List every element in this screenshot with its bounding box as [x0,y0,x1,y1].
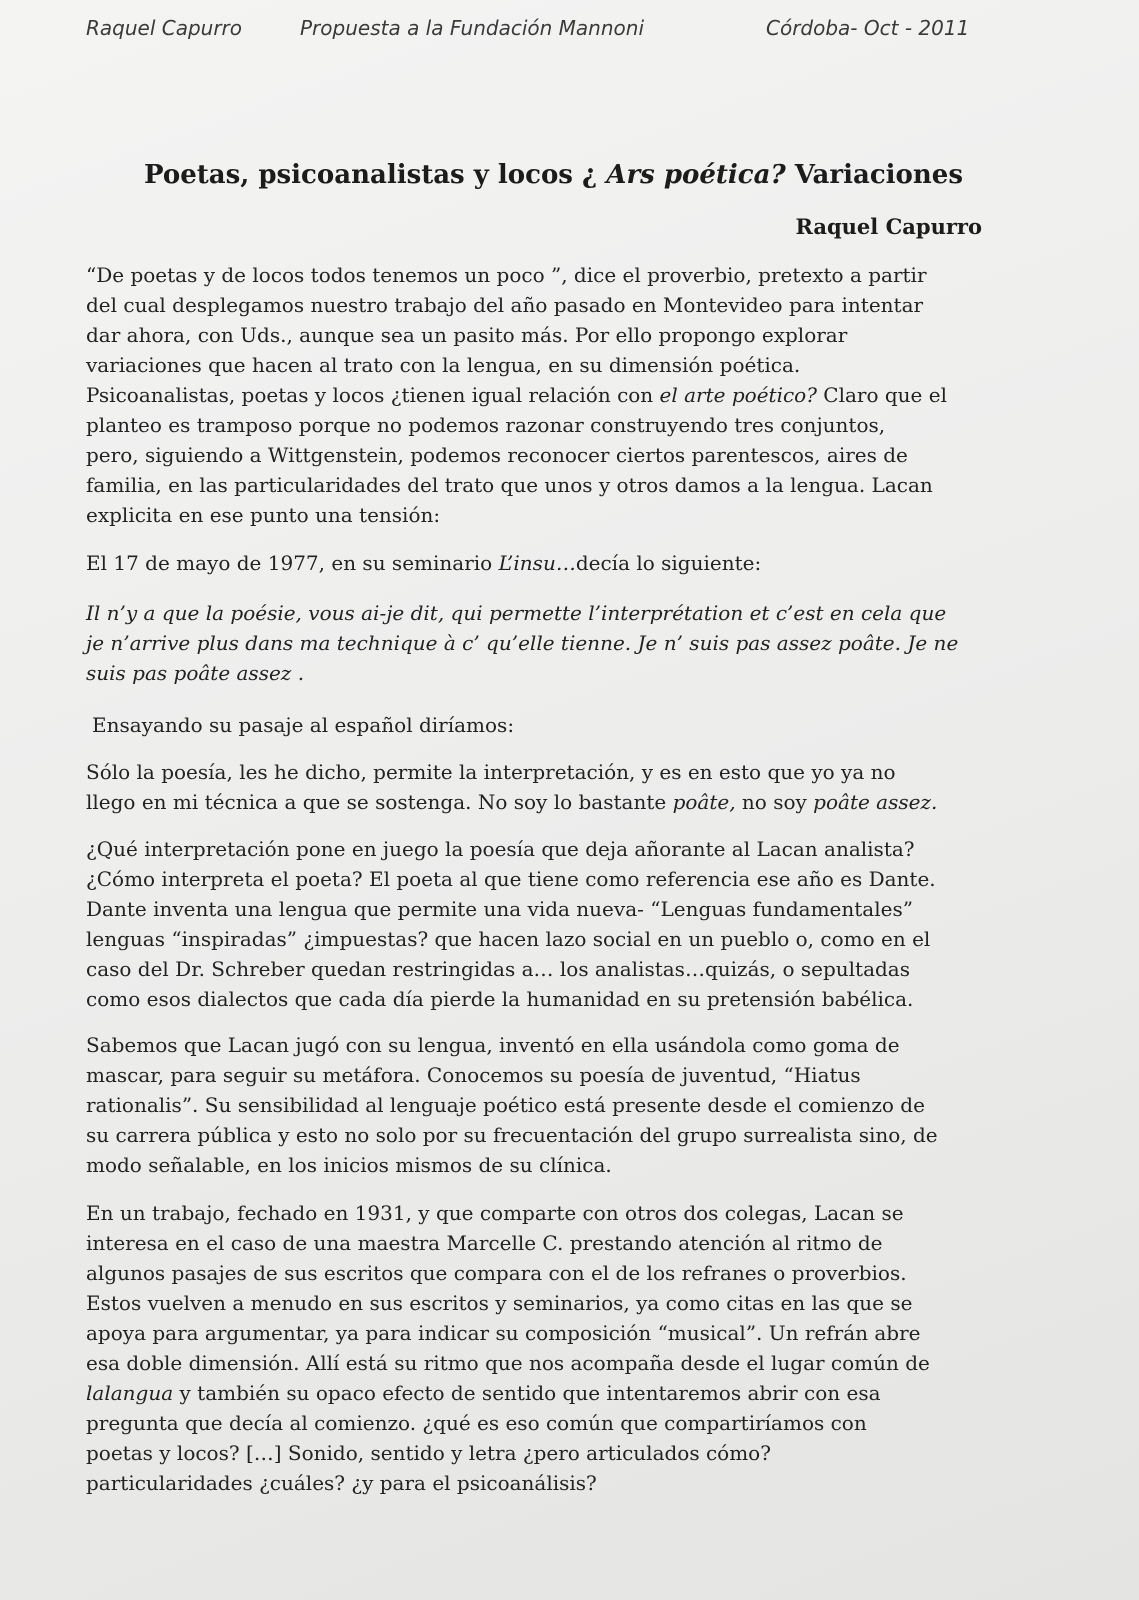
text-line: ¿Cómo interpreta el poeta? El poeta al que tiene como referencia ese año es Dante. [86,867,936,891]
text-span: llego en mi técnica a que se sostenga. No soy lo bastante [86,790,673,814]
text-line: dar ahora, con Uds., aunque sea un pasito más. Por ello propongo explorar [86,323,848,347]
text-span: Psicoanalistas, poetas y locos ¿tienen igual relación con [86,383,660,407]
text-line [86,548,1086,578]
title-part-2: Variaciones [785,160,963,190]
title-part-1: Poetas, psicoanalistas y locos ¿ [144,160,607,190]
text-line [86,1378,1086,1408]
text-line: Ensayando su pasaje al español diríamos: [92,713,515,737]
text-line: particularidades ¿cuáles? ¿y para el psicoanálisis? [86,1471,597,1495]
text-line: “De poetas y de locos todos tenemos un poco ”, dice el proverbio, pretexto a partir [86,263,927,287]
text-line: rationalis”. Su sensibilidad al lenguaje poético está presente desde el comienzo de [86,1093,925,1117]
text-line: del cual desplegamos nuestro trabajo del año pasado en Montevideo para intentar [86,293,924,317]
text-line: lenguas “inspiradas” ¿impuestas? que hacen lazo social en un pueblo o, como en el [86,927,931,951]
text-line: familia, en las particularidades del trato que unos y otros damos a la lengua. Lacan [86,473,933,497]
byline-author: Raquel Capurro [795,214,982,239]
text-line: como esos dialectos que cada día pierde la humanidad en su pretensión babélica. [86,987,914,1011]
text-line: variaciones que hacen al trato con la lengua, en su dimensión poética. [86,353,801,377]
text-span-italic: poâte assez. [813,790,938,814]
text-line: apoya para argumentar, ya para indicar su composición “musical”. Un refrán abre [86,1321,921,1345]
text-line: pregunta que decía al comienzo. ¿qué es eso común que compartiríamos con [86,1411,867,1435]
text-line: explicita en ese punto una tensión: [86,503,441,527]
text-line: Il n’y a que la poésie, vous ai-je dit, qui permette l’interprétation et c’est en cela que [86,601,947,625]
text-line: su carrera pública y esto no solo por su frecuentación del grupo surrealista sino, de [86,1123,938,1147]
text-line: modo señalable, en los inicios mismos de su clínica. [86,1153,612,1177]
text-line: ¿Qué interpretación pone en juego la poesía que deja añorante al Lacan analista? [86,837,915,861]
paragraph-french-quote [86,598,1086,688]
text-span-italic: L’insu… [498,551,576,575]
text-line [86,787,1086,817]
paragraph-intro [86,260,1086,530]
text-line: caso del Dr. Schreber quedan restringidas a… los analistas…quizás, o sepultadas [86,957,910,981]
text-span: El 17 de mayo de 1977, en su seminario [86,551,499,575]
text-line: esa doble dimensión. Allí está su ritmo que nos acompaña desde el lugar común de [86,1351,930,1375]
text-span: y también su opaco efecto de sentido que intentaremos abrir con esa [173,1381,881,1405]
text-span-italic: lalangua [86,1381,174,1405]
paragraph-questions [86,834,1086,1014]
header-place-date: Córdoba- Oct - 2011 [766,16,970,40]
text-line: Sabemos que Lacan jugó con su lengua, inventó en ella usándola como goma de [86,1033,900,1057]
text-line: mascar, para seguir su metáfora. Conocemos su poesía de juventud, “Hiatus [86,1063,861,1087]
paragraph-translation [86,757,1086,817]
text-span-italic: el arte poético? [659,383,817,407]
text-span: no soy [735,790,814,814]
text-line: pero, siguiendo a Wittgenstein, podemos reconocer ciertos parentescos, aires de [86,443,908,467]
text-line: je n’arrive plus dans ma technique à c’ qu’elle tienne. Je n’ suis pas assez poâte. Je ne [86,631,959,655]
text-line: En un trabajo, fechado en 1931, y que comparte con otros dos colegas, Lacan se [86,1201,904,1225]
paragraph-ensayo [92,710,1092,740]
text-span: decía lo siguiente: [575,551,762,575]
paragraph-sabemos [86,1030,1086,1180]
document-title [0,160,1107,190]
text-line: Dante inventa una lengua que permite una vida nueva- “Lenguas fundamentales” [86,897,913,921]
text-line: interesa en el caso de una maestra Marcelle C. prestando atención al ritmo de [86,1231,883,1255]
header-author: Raquel Capurro [86,16,243,40]
paragraph-date [86,548,1086,578]
paragraph-trabajo [86,1198,1086,1498]
text-span: Claro que el [816,383,947,407]
text-line: algunos pasajes de sus escritos que compara con el de los refranes o proverbios. [86,1261,907,1285]
text-line: Estos vuelven a menudo en sus escritos y seminarios, ya como citas en las que se [86,1291,913,1315]
text-span-italic: poâte, [672,790,736,814]
header-proposal: Propuesta a la Fundación Mannoni [300,16,645,40]
title-italic: Ars poética? [606,160,786,190]
text-line: Sólo la poesía, les he dicho, permite la interpretación, y es en esto que yo ya no [86,760,896,784]
text-line: poetas y locos? […] Sonido, sentido y letra ¿pero articulados cómo? [86,1441,771,1465]
text-line [86,380,1086,410]
text-line: planteo es tramposo porque no podemos razonar construyendo tres conjuntos, [86,413,886,437]
text-line: suis pas poâte assez . [86,661,305,685]
